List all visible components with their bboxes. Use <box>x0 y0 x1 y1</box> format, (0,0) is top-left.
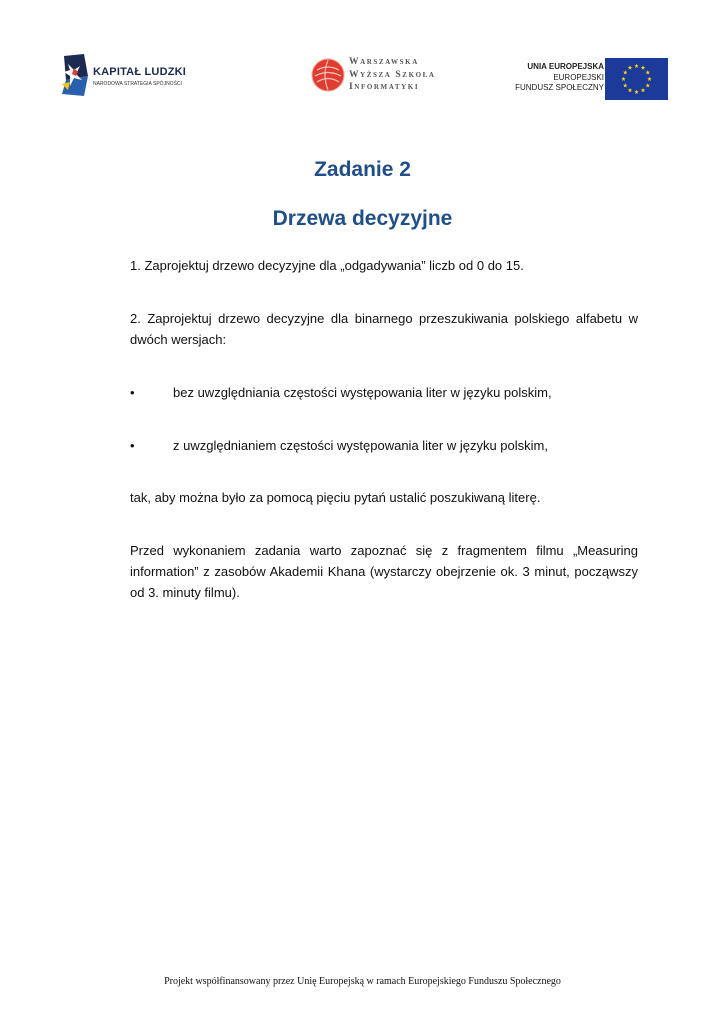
wwsi-line-3: Informatyki <box>349 82 420 92</box>
wwsi-logo <box>311 56 441 96</box>
kapital-ludzki-logo-icon <box>60 54 90 98</box>
eu-line-1: UNIA EUROPEJSKA <box>527 62 604 71</box>
eu-line-3: FUNDUSZ SPOŁECZNY <box>515 83 604 92</box>
wwsi-line-2: Wyższa Szkoła <box>349 69 436 80</box>
bullet-icon: • <box>130 438 135 453</box>
bullet-text: bez uwzględniania częstości występowania liter w języku polskim, <box>173 385 552 400</box>
kapital-ludzki-title: KAPITAŁ LUDZKI <box>93 66 187 78</box>
bullet-icon: • <box>130 385 135 400</box>
condition-text: tak, aby można było za pomocą pięciu pytań ustalić poszukiwaną literę. <box>130 490 541 505</box>
footer-text: Projekt współfinansowany przez Unię Europejską w ramach Europejskiego Funduszu Społecznego <box>164 976 561 987</box>
wwsi-line-1: Warszawska <box>349 57 419 67</box>
kapital-ludzki-subtitle: NARODOWA STRATEGIA SPÓJNOŚCI <box>93 81 182 87</box>
note-text: Przed wykonaniem zadania warto zapoznać się z fragmentem filmu „Measuring information” z zasobów Akademii Khana (wystarczy obejrzenie ok. 3 minut, począwszy od 3. minuty filmu). <box>130 543 638 600</box>
wwsi-logo-icon <box>311 58 345 92</box>
eu-line-2: EUROPEJSKI <box>553 72 604 82</box>
page-subtitle: Drzewa decyzyjne <box>272 207 453 230</box>
eu-flag-icon <box>605 58 668 100</box>
bullet-text: z uwzględnianiem częstości występowania liter w języku polskim, <box>173 438 548 453</box>
eu-logo <box>508 58 668 100</box>
page-title: Zadanie 2 <box>314 158 411 181</box>
task-2: 2. Zaprojektuj drzewo decyzyjne dla binarnego przeszukiwania polskiego alfabetu w dwóch wersjach: <box>130 311 638 347</box>
kapital-ludzki-logo <box>60 54 200 98</box>
page-header <box>0 0 725 130</box>
task-1: 1. Zaprojektuj drzewo decyzyjne dla „odgadywania” liczb od 0 do 15. <box>130 258 524 273</box>
